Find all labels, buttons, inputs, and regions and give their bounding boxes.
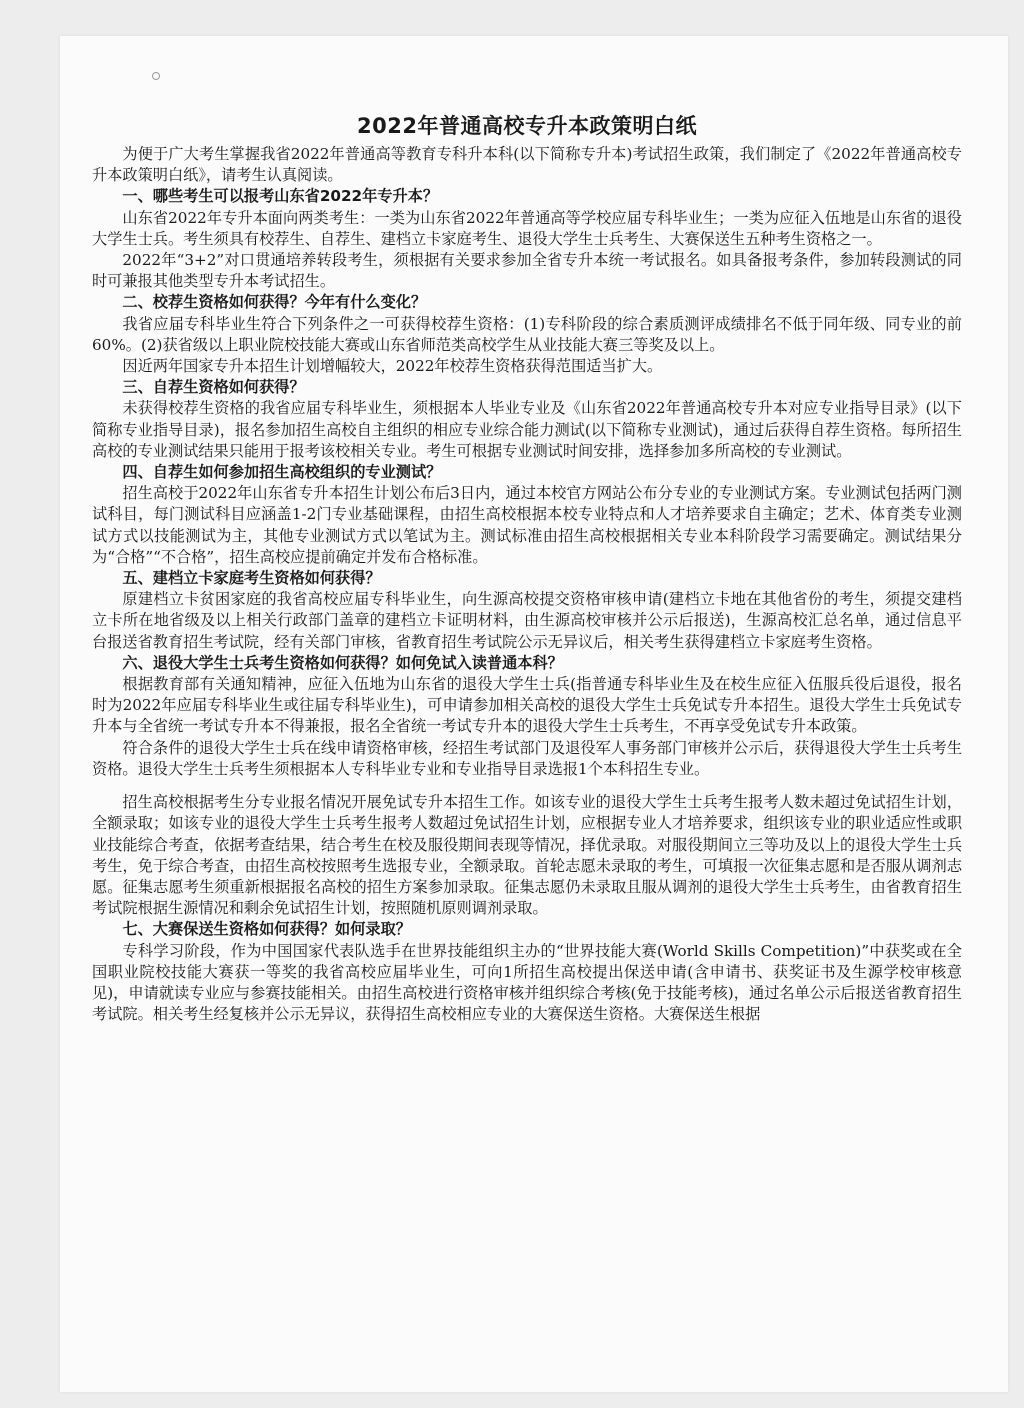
section-heading: 五、建档立卡家庭考生资格如何获得？: [122, 569, 381, 588]
section-paragraph: 根据教育部有关通知精神，应征入伍地为山东省的退役大学生士兵(指普通专科毕业生及在校生应征入伍服兵役后退役，报名时为2022年应届专科毕业生或往届专科毕业生)，可申请参加相关高校的退役大学生士兵免试专升本招生。退役大学生士兵免试专升本与全省统一考试专升本不得兼报，报名全省统一考试专升本的退役大学生士兵考生，不再享受免试专升本政策。: [92, 675, 962, 736]
section-paragraph: 山东省2022年专升本面向两类考生：一类为山东省2022年普通高等学校应届专科毕业生；一类为应征入伍地是山东省的退役大学生士兵。考生须具有校荐生、自荐生、建档立卡家庭考生、退役大学生士兵考生、大赛保送生五种考生资格之一。: [92, 208, 962, 248]
section-paragraph: 符合条件的退役大学生士兵在线申请资格审核，经招生考试部门及退役军人事务部门审核并公示后，获得退役大学生士兵考生资格。退役大学生士兵考生须根据本人专科毕业专业和专业指导目录选报1个本科招生专业。: [92, 738, 962, 778]
sections-container: [92, 186, 962, 1025]
section-paragraph: 招生高校于2022年山东省专升本招生计划公布后3日内，通过本校官方网站公布分专业的专业测试方案。专业测试包括两门测试科目，每门测试科目应涵盖1-2门专业基础课程，由招生高校根据本校专业特点和人才培养要求自主确定；艺术、体育类专业测试方式以技能测试为主，其他专业测试方式以笔试为主。测试标准由招生高校根据相关专业本科阶段学习需要确定。测试结果分为“合格”“不合格”，招生高校应提前确定并发布合格标准。: [92, 484, 962, 566]
section-paragraph: 原建档立卡贫困家庭的我省高校应届专科毕业生，向生源高校提交资格审核申请(建档立卡地在其他省份的考生，须提交建档立卡所在地省级及以上相关行政部门盖章的建档立卡证明材料，由生源高校审核并公示后报送)，生源高校汇总名单，通过信息平台报送省教育招生考试院，经有关部门审核，省教育招生考试院公示无异议后，相关考生获得建档立卡家庭考生资格。: [92, 590, 962, 651]
section-paragraph: 因近两年国家专升本招生计划增幅较大，2022年校荐生资格获得范围适当扩大。: [122, 357, 663, 376]
section-paragraph: 我省应届专科毕业生符合下列条件之一可获得校荐生资格：(1)专科阶段的综合素质测评成绩排名不低于同年级、同专业的前60%。(2)获省级以上职业院校技能大赛或山东省师范类高校学生从业技能大赛三等奖及以上。: [92, 314, 962, 354]
document-body: [92, 112, 962, 1025]
section-paragraph: 招生高校根据考生分专业报名情况开展免试专升本招生工作。如该专业的退役大学生士兵考生报考人数未超过免试招生计划，全额录取；如该专业的退役大学生士兵考生报考人数超过免试招生计划，应根据专业人才培养要求，组织该专业的职业适应性或职业技能综合考查，依据考查结果，结合考生在校及服役期间表现等情况，择优录取。对服役期间立三等功及以上的退役大学生士兵考生，免于综合考查，由招生高校按照考生选报专业，全额录取。首轮志愿未录取的考生，可填报一次征集志愿和是否服从调剂志愿。征集志愿考生须重新根据报名高校的招生方案参加录取。征集志愿仍未录取且服从调剂的退役大学生士兵考生，由省教育招生考试院根据生源情况和剩余免试招生计划，按照随机原则调剂录取。: [92, 793, 962, 918]
section-heading: 三、自荐生资格如何获得？: [122, 378, 305, 397]
section-paragraph: 未获得校荐生资格的我省应届专科毕业生，须根据本人毕业专业及《山东省2022年普通高校专升本对应专业指导目录》(以下简称专业指导目录)，报名参加招生高校自主组织的相应专业综合能力测试(以下简称专业测试)，通过后获得自荐生资格。每所招生高校的专业测试结果只能用于报考该校相关专业。考生可根据专业测试时间安排，选择参加多所高校的专业测试。: [92, 399, 962, 460]
section-paragraph: 专科学习阶段，作为中国国家代表队选手在世界技能组织主办的“世界技能大赛(World Skills Competition)”中获奖或在全国职业院校技能大赛获一等奖的我省高校应届毕业生，可向1所招生高校提出保送申请(含申请书、获奖证书及生源学校审核意见)，申请就读专业应与参赛技能相关。由招生高校进行资格审核并组织综合考核(免于技能考核)，通过名单公示后报送省教育招生考试院。相关考生经复核并公示无异议，获得招生高校相应专业的大赛保送生资格。大赛保送生根据: [92, 941, 962, 1024]
page-mark: [152, 72, 160, 80]
section-heading: 四、自荐生如何参加招生高校组织的专业测试？: [122, 463, 442, 482]
section-heading: 一、哪些考生可以报考山东省2022年专升本？: [122, 187, 439, 206]
document-title: 2022年普通高校专升本政策明白纸: [357, 114, 697, 138]
section-heading: 七、大赛保送生资格如何获得？如何录取？: [122, 920, 411, 939]
section-heading: 二、校荐生资格如何获得？今年有什么变化？: [122, 293, 427, 312]
paragraph-gap: [92, 780, 962, 792]
section-heading: 六、退役大学生士兵考生资格如何获得？如何免试入读普通本科？: [122, 653, 563, 672]
intro-paragraph: 为便于广大考生掌握我省2022年普通高等教育专科升本科(以下简称专升本)考试招生政策，我们制定了《2022年普通高校专升本政策明白纸》，请考生认真阅读。: [92, 145, 962, 185]
section-paragraph: 2022年“3+2”对口贯通培养转段考生，须根据有关要求参加全省专升本统一考试报名。如具备报考条件，参加转段测试的同时可兼报其他类型专升本考试招生。: [92, 251, 962, 291]
